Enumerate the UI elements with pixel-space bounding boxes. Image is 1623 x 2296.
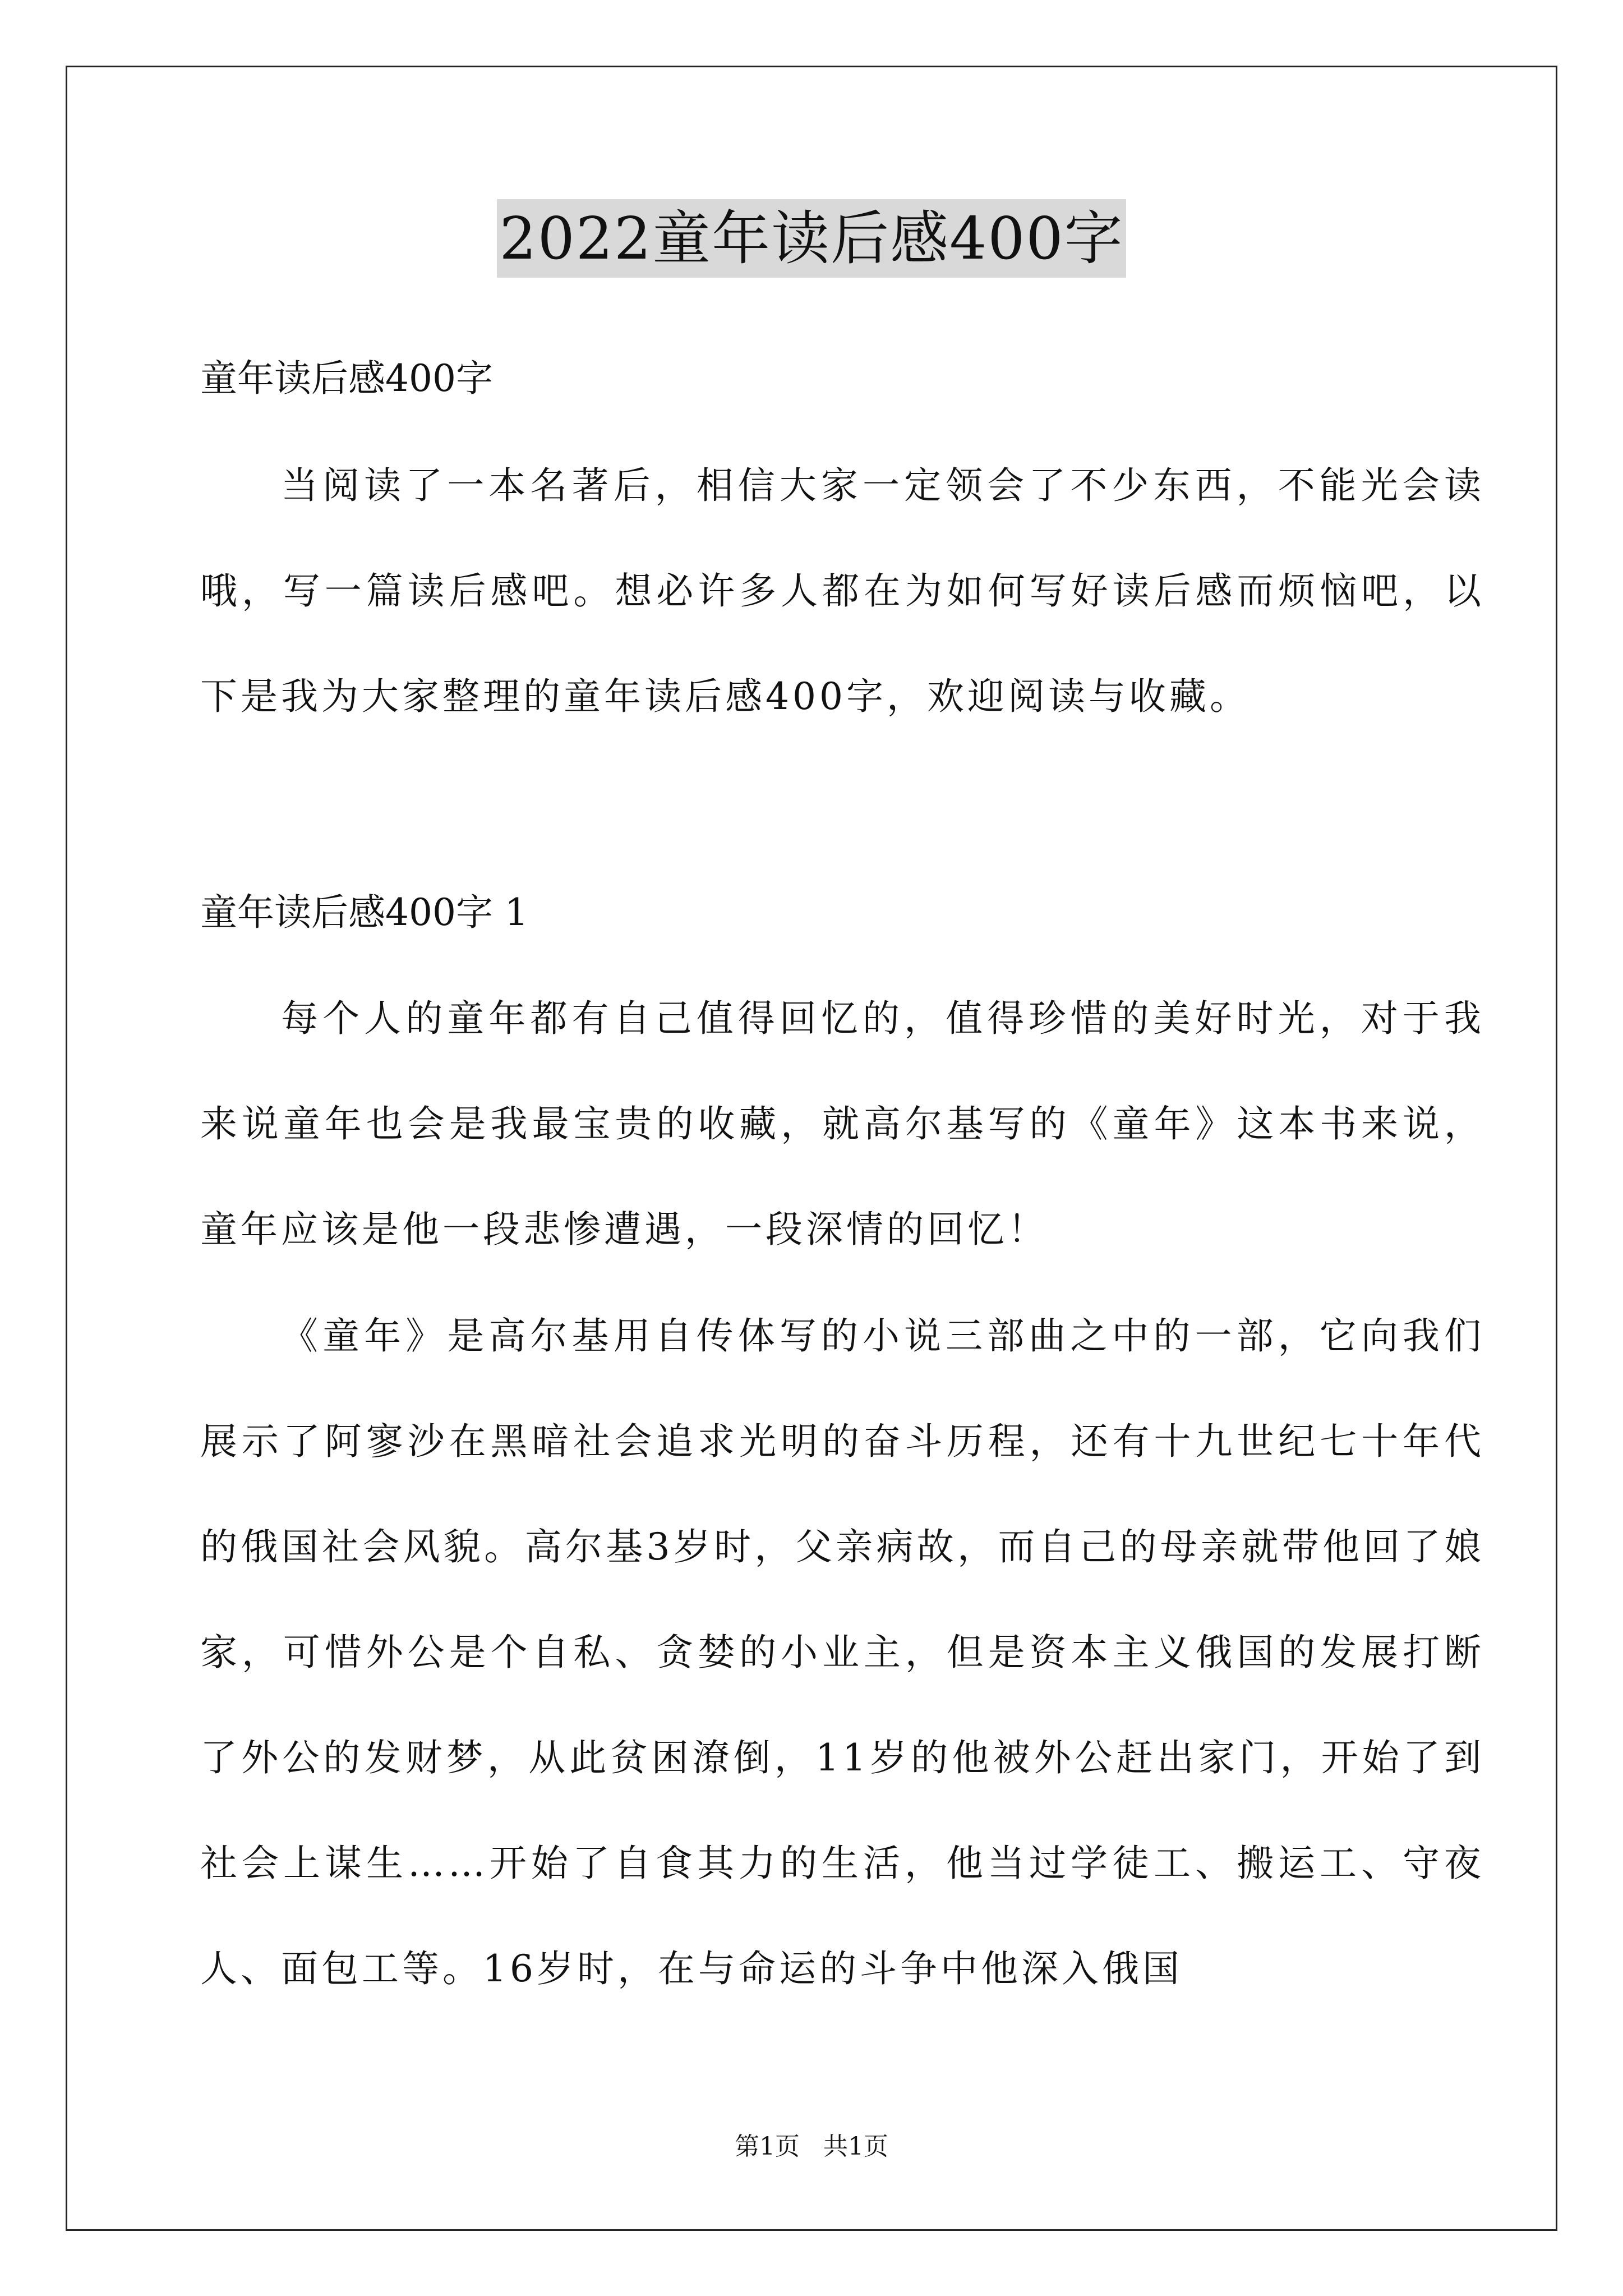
title-container — [0, 199, 1623, 278]
body-paragraph-2: 《童年》是高尔基用自传体写的小说三部曲之中的一部，它向我们展示了阿寥沙在黑暗社会追求光明的奋斗历程，还有十九世纪七十年代的俄国社会风貌。高尔基3岁时，父亲病故，而自己的母亲就带他回了娘家，可惜外公是个自私、贪婪的小业主，但是资本主义俄国的发展打断了外公的发财梦，从此贫困潦倒，11岁的他被外公赶出家门，开始了到社会上谋生……开始了自食其力的生活，他当过学徒工、搬运工、守夜人、面包工等。16岁时，在与命运的斗争中他深入俄国 — [200, 1314, 1484, 1990]
section-heading: 童年读后感400字 1 — [200, 891, 528, 934]
body-paragraph-1: 每个人的童年都有自己值得回忆的，值得珍惜的美好时光，对于我来说童年也会是我最宝贵的收藏，就高尔基写的《童年》这本书来说，童年应该是他一段悲惨遭遇，一段深情的回忆！ — [200, 997, 1484, 1251]
page-footer: 第1页 共1页 — [735, 2132, 888, 2161]
intro-paragraph: 当阅读了一本名著后，相信大家一定领会了不少东西，不能光会读哦，写一篇读后感吧。想必许多人都在为如何写好读后感而烦恼吧，以下是我为大家整理的童年读后感400字，欢迎阅读与收藏。 — [200, 464, 1484, 718]
document-subtitle: 童年读后感400字 — [200, 357, 493, 400]
document-title: 2022童年读后感400字 — [497, 199, 1126, 278]
